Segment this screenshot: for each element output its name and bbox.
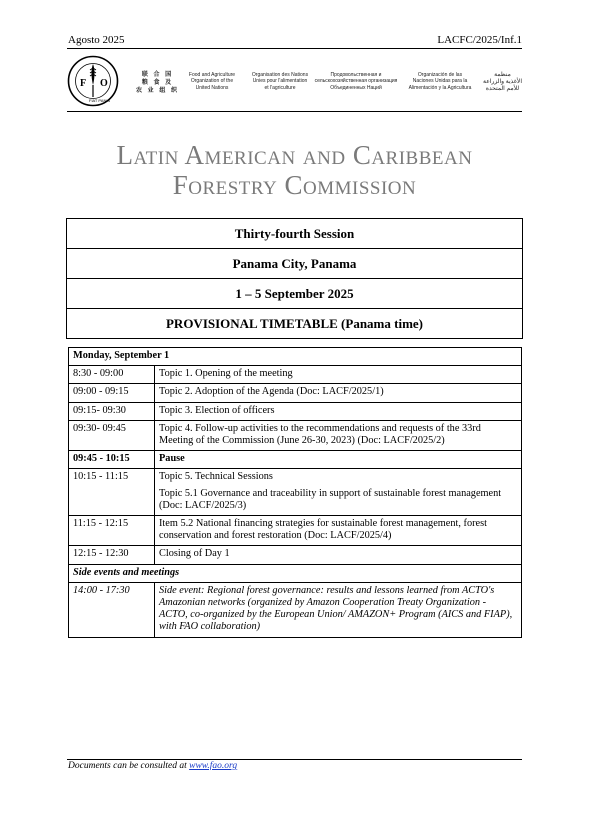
agenda-item-group: [155, 469, 522, 516]
table-row: [69, 469, 522, 516]
time-cell: 8:30 - 09:00: [69, 366, 155, 384]
fao-logo: [67, 55, 119, 107]
document-code: LACFC/2025/Inf.1: [437, 34, 522, 46]
footer-note: [68, 761, 237, 771]
footer-divider: [67, 759, 522, 760]
timetable-heading: PROVISIONAL TIMETABLE (Panama time): [165, 316, 423, 331]
agenda-item: Topic 3. Election of officers: [155, 402, 522, 420]
table-row: [69, 366, 522, 384]
time-cell: 14:00 - 17:30: [69, 582, 155, 637]
side-events-header-row: [69, 564, 522, 582]
org-name-arabic: منظمة الأغذية والزراعة للأمم المتحدة: [483, 72, 522, 92]
table-row: [69, 546, 522, 564]
side-events-heading: Side events and meetings: [69, 564, 522, 582]
table-row: [69, 516, 522, 546]
side-event-description: Side event: Regional forest governance: results and lessons learned from ACTO's Amazonian networks (organized by Amazon Cooperation Treaty Organization - ACTO, co-organized by the European Union/ AMAZON+ Program (AICS and FIAP), with FAO collaboration): [155, 582, 522, 637]
commission-title-line1: Latin American and Caribbean: [116, 140, 473, 170]
agenda-item: Topic 2. Adoption of the Agenda (Doc: LACF/2025/1): [155, 384, 522, 402]
time-cell: 11:15 - 12:15: [69, 516, 155, 546]
time-cell: 09:30- 09:45: [69, 420, 155, 450]
agenda-item: Item 5.2 National financing strategies for sustainable forest management, forest conservation and forest restoration (Doc: LACF/2025/4): [155, 516, 522, 546]
logo-letter-f: F: [80, 78, 87, 89]
org-name-chinese: 联 合 国 粮 食 及 农 业 组 织: [136, 72, 180, 94]
org-name-russian: Продовольственная и сельскохозяйственная организация Объединенных Наций: [314, 72, 398, 91]
org-name-spanish: Organización de las Naciones Unidas para la Alimentación y la Agricultura: [408, 72, 472, 91]
document-date: Agosto 2025: [68, 34, 125, 46]
session-dates: 1 – 5 September 2025: [67, 279, 522, 309]
agenda-item: Topic 4. Follow-up activities to the recommendations and requests of the 33rd Meeting of the Commission (June 26-30, 2023) (Doc: LACF/2025/2): [155, 420, 522, 450]
table-row: [69, 420, 522, 450]
footer-text: Documents can be consulted at: [68, 761, 187, 771]
agenda-subitem: Topic 5.1 Governance and traceability in support of sustainable forest management (Doc: LACF/2025/3): [159, 487, 502, 511]
day-label: Monday, September 1: [69, 348, 522, 366]
session-location: Panama City, Panama: [67, 249, 522, 279]
org-name-french: Organisation des Nations Unies pour l'alimentation et l'agriculture: [251, 72, 309, 91]
session-name: Thirty-fourth Session: [67, 219, 522, 249]
agenda-item: Pause: [155, 451, 522, 469]
pause-row: [69, 451, 522, 469]
time-cell: 09:15- 09:30: [69, 402, 155, 420]
agenda-item: Topic 1. Opening of the meeting: [155, 366, 522, 384]
day-header-row: [69, 348, 522, 366]
agenda-item: Topic 5. Technical Sessions: [159, 471, 273, 483]
time-cell: 09:00 - 09:15: [69, 384, 155, 402]
time-cell: 09:45 - 10:15: [69, 451, 155, 469]
logo-bar-divider: [67, 111, 522, 112]
time-cell: 12:15 - 12:30: [69, 546, 155, 564]
table-row: [69, 402, 522, 420]
table-row: [69, 384, 522, 402]
header-divider: [67, 48, 522, 49]
commission-title-line2: Forestry Commission: [172, 170, 417, 200]
session-info-box: [66, 218, 523, 339]
org-name-english: Food and Agriculture Organization of the United Nations: [188, 72, 236, 91]
logo-ring-text: FIAT PANIS: [89, 98, 111, 103]
fao-website-link[interactable]: www.fao.org: [189, 761, 238, 771]
logo-letter-o: O: [100, 78, 108, 89]
side-event-row: [69, 582, 522, 637]
agenda-item: Closing of Day 1: [155, 546, 522, 564]
time-cell: 10:15 - 11:15: [69, 469, 155, 516]
timetable: [68, 347, 522, 638]
